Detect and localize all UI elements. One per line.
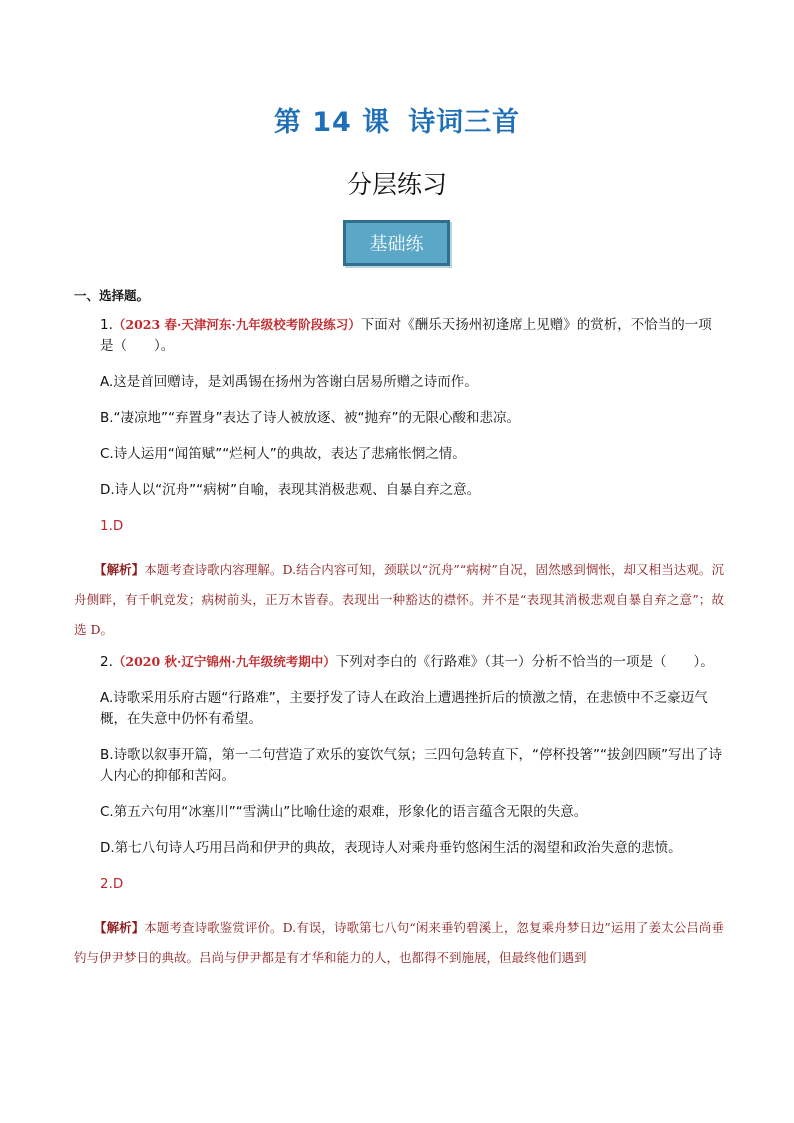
analysis: [74, 913, 724, 973]
answer: 1.D: [100, 518, 124, 534]
option-c: C.第五六句用“冰塞川”“雪满山”比喻仕途的艰难，形象化的语言蕴含无限的失意。: [100, 804, 588, 820]
questions-area: [74, 314, 724, 979]
question-text: 下列对李白的《行路难》（其一）分析不恰当的一项是（ ）。: [335, 654, 714, 670]
answer: 2.D: [100, 876, 124, 892]
question-source: （2023 春·天津河东·九年级校考阶段练习）: [112, 317, 361, 332]
option-b: B.“凄凉地”“弃置身”表达了诗人被放逐、被“抛弃”的无限心酸和悲凉。: [100, 410, 521, 426]
lesson-title: [0, 100, 794, 139]
option-b: B.诗歌以叙事开篇，第一二句营造了欢乐的宴饮气氛；三四句急转直下，“停杯投箸”“拔剑四顾”写出了诗人内心的抑郁和苦闷。: [100, 747, 723, 784]
analysis-text: 本题考查诗歌内容理解。D.结合内容可知，颈联以“沉舟”“病树”自况，固然感到惆怅，却又相当达观。沉舟侧畔，有千帆竞发；病树前头，正万木皆春。表现出一种豁达的襟怀。并不是“表现其消极悲观自暴自弃之意”；故选 D。: [74, 562, 724, 637]
analysis-text: 本题考查诗歌鉴赏评价。D.有误，诗歌第七八句“闲来垂钓碧溪上，忽复乘舟梦日边”运用了姜太公吕尚垂钓与伊尹梦日的典故。吕尚与伊尹都是有才华和能力的人，也都得不到施展，但最终他们遇到: [74, 920, 724, 965]
question-stem: [74, 314, 724, 357]
lesson-number: 第 14 课: [273, 107, 391, 138]
question-number: 1.: [100, 317, 113, 333]
option-d: D.第七八句诗人巧用吕尚和伊尹的典故，表现诗人对乘舟垂钓悠闲生活的渴望和政治失意的悲愤。: [100, 840, 682, 856]
analysis: [74, 555, 724, 645]
question-number: 2.: [100, 654, 113, 670]
option-a: A.这是首回赠诗，是刘禹锡在扬州为答谢白居易所赠之诗而作。: [100, 374, 478, 390]
page-subtitle: 分层练习: [346, 170, 447, 199]
analysis-label: 【解析】: [94, 920, 145, 935]
option-d: D.诗人以“沉舟”“病树”自喻，表现其消极悲观、自暴自弃之意。: [100, 482, 481, 498]
lesson-name: 诗词三首: [408, 107, 521, 138]
section-heading: 一、选择题。: [74, 288, 150, 303]
question-1: [74, 314, 724, 645]
analysis-label: 【解析】: [94, 562, 145, 577]
question-text: 下面对《酬乐天扬州初逢席上见赠》的赏析，不恰当的一项是（ ）。: [100, 317, 712, 354]
option-a: A.诗歌采用乐府古题“行路难”，主要抒发了诗人在政治上遭遇挫折后的愤激之情，在悲愤中不乏豪迈气概，在失意中仍怀有希望。: [100, 690, 708, 727]
question-source: （2020 秋·辽宁锦州·九年级统考期中）: [112, 654, 336, 669]
option-c: C.诗人运用“闻笛赋”“烂柯人”的典故，表达了悲痛怅惘之情。: [100, 446, 466, 462]
question-2: [74, 651, 724, 973]
question-stem: [74, 651, 724, 673]
level-tag: 基础练: [343, 220, 450, 266]
